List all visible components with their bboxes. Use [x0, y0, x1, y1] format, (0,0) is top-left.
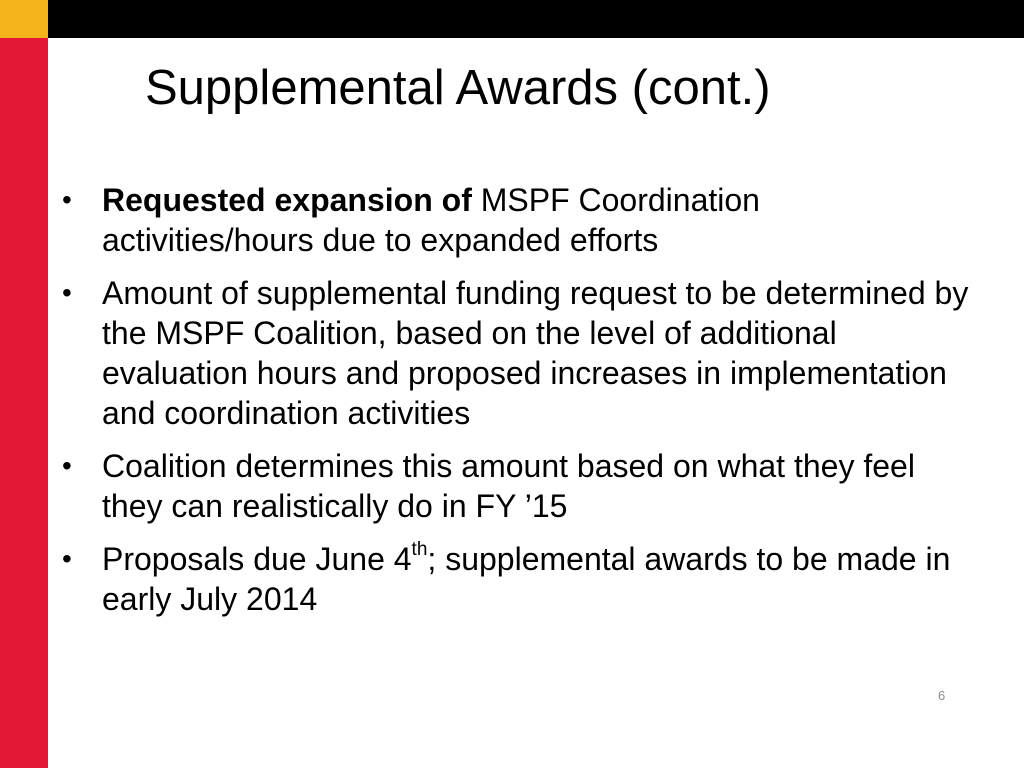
bullet-dot-icon: • — [62, 450, 72, 481]
left-red-bar — [0, 0, 48, 768]
bullet-2-text: Amount of supplemental funding request to be determined by the MSPF Coalition, based on the level of additional evaluation hours and proposed increases in implementation and coordination activities — [102, 275, 969, 431]
bullet-4-text-after: ; supplemental awards to be made in early July 2014 — [102, 541, 951, 617]
bullet-4-superscript: th — [411, 539, 428, 561]
bullet-1-text: MSPF Coordination activities/hours due to expanded efforts — [102, 182, 760, 258]
top-black-bar — [0, 0, 1024, 38]
bullet-item-2 — [60, 273, 980, 433]
bullet-list — [60, 180, 980, 632]
bullet-3-text: Coalition determines this amount based on what they feel they can realistically do in FY ’15 — [102, 448, 915, 524]
corner-gold-square — [0, 0, 48, 38]
bullet-dot-icon: • — [62, 543, 72, 574]
bullet-item-1 — [60, 180, 980, 260]
bullet-dot-icon: • — [62, 184, 72, 215]
bullet-item-4 — [60, 539, 980, 619]
slide-title: Supplemental Awards (cont.) — [145, 61, 771, 115]
bullet-1-bold-text: Requested expansion of — [102, 182, 472, 218]
bullet-item-3 — [60, 446, 980, 526]
page-number: 6 — [938, 688, 946, 703]
bullet-dot-icon: • — [62, 277, 72, 308]
bullet-4-text-before: Proposals due June 4 — [102, 541, 412, 577]
